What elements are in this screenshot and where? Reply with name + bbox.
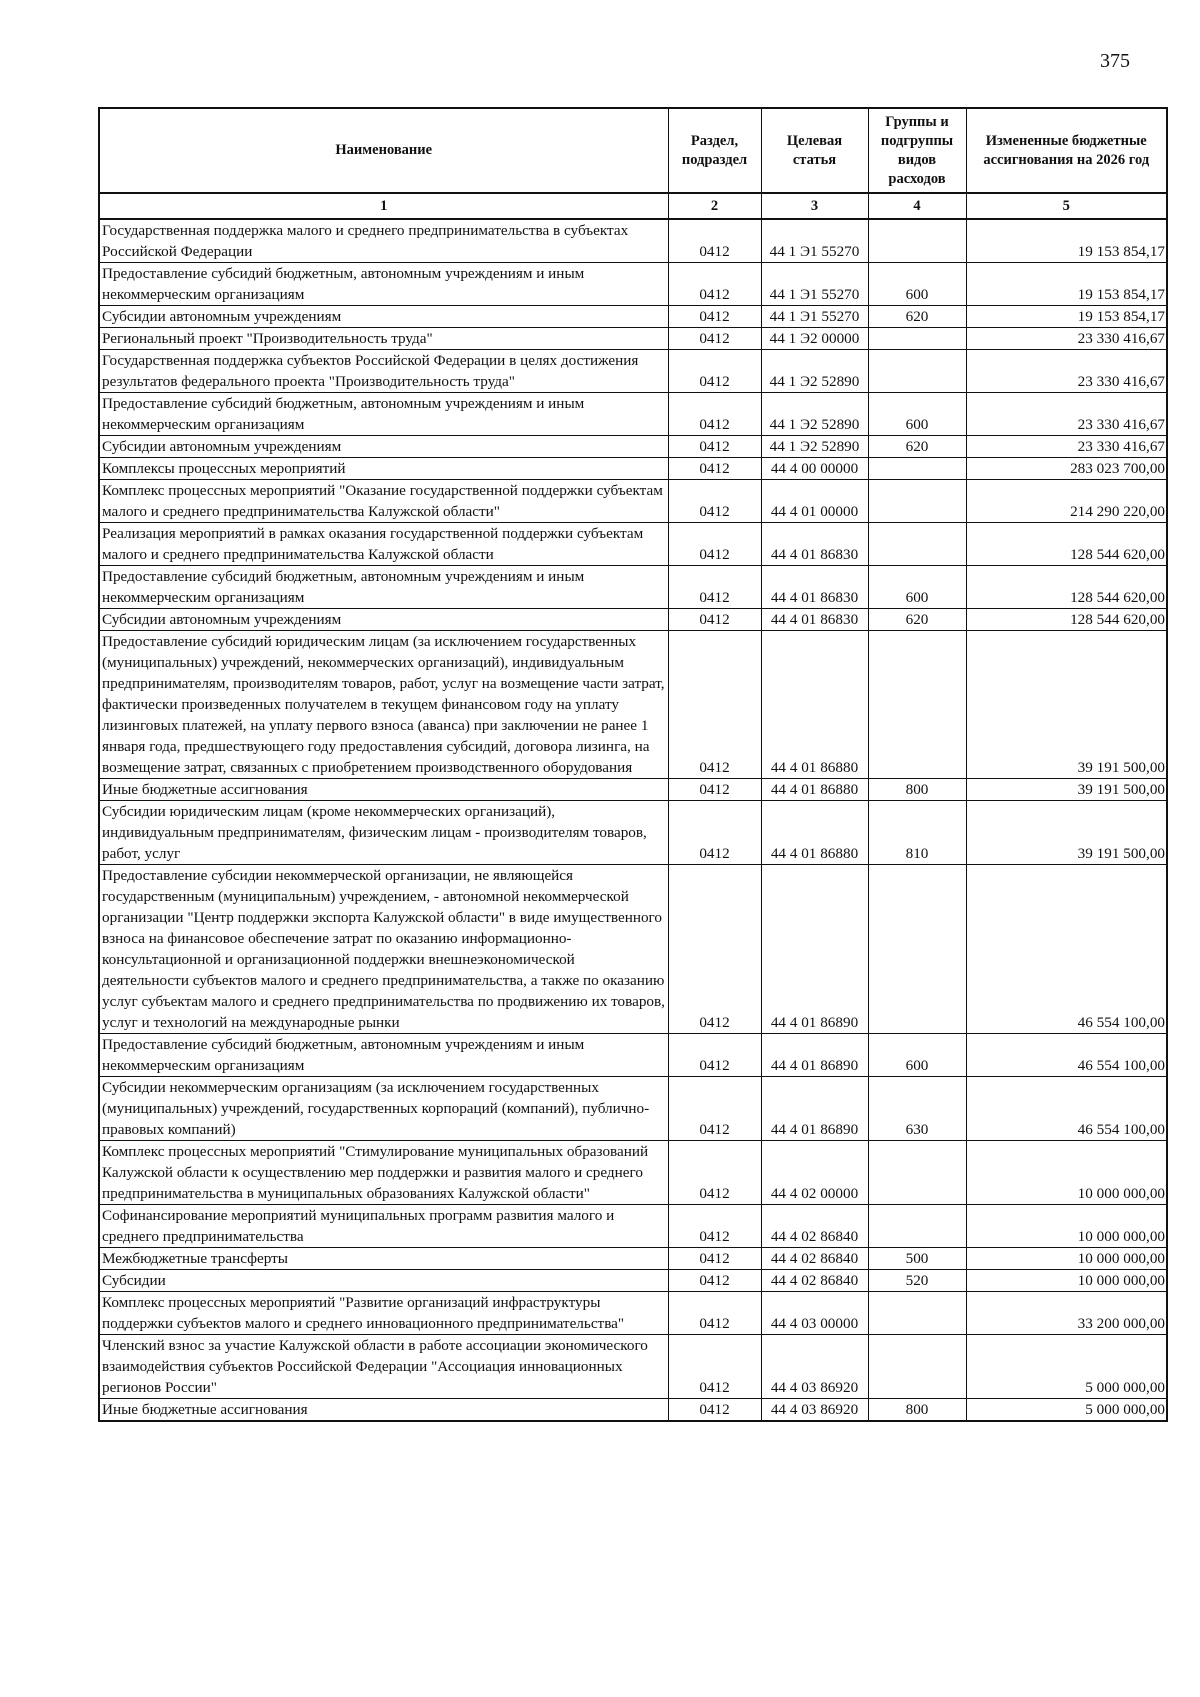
- table-row: [99, 480, 1167, 523]
- row-section: 0412: [668, 436, 761, 458]
- row-article: 44 4 01 00000: [761, 480, 868, 523]
- row-amount: 283 023 700,00: [966, 458, 1167, 480]
- page-number: 375: [1100, 50, 1130, 72]
- header-section: Раздел, подраздел: [668, 108, 761, 193]
- row-name: Предоставление субсидий бюджетным, автономным учреждениям и иным некоммерческим организациям: [99, 1034, 668, 1077]
- row-name: Комплекс процессных мероприятий "Развитие организаций инфраструктуры поддержки субъектов малого и среднего инновационного предпринимательства": [99, 1292, 668, 1335]
- row-section: 0412: [668, 219, 761, 263]
- row-section: 0412: [668, 393, 761, 436]
- row-amount: 19 153 854,17: [966, 263, 1167, 306]
- row-amount: 23 330 416,67: [966, 436, 1167, 458]
- table-row: [99, 458, 1167, 480]
- row-group: [868, 865, 966, 1034]
- row-amount: 46 554 100,00: [966, 1077, 1167, 1141]
- row-article: 44 4 02 86840: [761, 1205, 868, 1248]
- row-section: 0412: [668, 1292, 761, 1335]
- column-number: 1: [99, 193, 668, 219]
- table-row: [99, 219, 1167, 263]
- row-amount: 128 544 620,00: [966, 523, 1167, 566]
- row-article: 44 1 Э1 55270: [761, 263, 868, 306]
- row-name: Комплекс процессных мероприятий "Оказание государственной поддержки субъектам малого и среднего предпринимательства Калужской области": [99, 480, 668, 523]
- column-number: 5: [966, 193, 1167, 219]
- row-name: Субсидии: [99, 1270, 668, 1292]
- row-section: 0412: [668, 1077, 761, 1141]
- row-group: 600: [868, 566, 966, 609]
- table-row: [99, 801, 1167, 865]
- row-article: 44 4 01 86830: [761, 566, 868, 609]
- table-row: [99, 436, 1167, 458]
- row-article: 44 1 Э2 00000: [761, 328, 868, 350]
- row-group: [868, 1335, 966, 1399]
- row-section: 0412: [668, 1034, 761, 1077]
- column-number: 3: [761, 193, 868, 219]
- table-row: [99, 328, 1167, 350]
- row-name: Предоставление субсидий юридическим лицам (за исключением государственных (муниципальных) учреждений, некоммерческих организаций), индивидуальным предпринимателям, производителям товаров, работ, услуг на возмещение части затрат, фактически произведенных получателем в текущем финансовом году на уплату лизинговых платежей, на уплату первого взноса (аванса) при заключении не ранее 1 января года, предшествующего году предоставления субсидий, договора лизинга, на возмещение затрат, связанных с приобретением производственного оборудования: [99, 631, 668, 779]
- column-number: 2: [668, 193, 761, 219]
- row-group: [868, 1205, 966, 1248]
- row-article: 44 4 02 00000: [761, 1141, 868, 1205]
- row-amount: 128 544 620,00: [966, 609, 1167, 631]
- row-article: 44 1 Э1 55270: [761, 306, 868, 328]
- table-row: [99, 1205, 1167, 1248]
- row-amount: 39 191 500,00: [966, 631, 1167, 779]
- row-section: 0412: [668, 779, 761, 801]
- row-section: 0412: [668, 1399, 761, 1422]
- row-group: 620: [868, 436, 966, 458]
- row-article: 44 4 01 86880: [761, 631, 868, 779]
- row-group: [868, 631, 966, 779]
- row-name: Комплекс процессных мероприятий "Стимулирование муниципальных образований Калужской области к осуществлению мер поддержки и развития малого и среднего предпринимательства в муниципальных образованиях Калужской области": [99, 1141, 668, 1205]
- row-group: 800: [868, 779, 966, 801]
- row-amount: 5 000 000,00: [966, 1399, 1167, 1422]
- row-section: 0412: [668, 328, 761, 350]
- row-section: 0412: [668, 306, 761, 328]
- row-name: Субсидии некоммерческим организациям (за исключением государственных (муниципальных) учреждений, государственных корпораций (компаний), публично-правовых компаний): [99, 1077, 668, 1141]
- row-group: 600: [868, 1034, 966, 1077]
- row-amount: 10 000 000,00: [966, 1205, 1167, 1248]
- row-group: 630: [868, 1077, 966, 1141]
- row-amount: 23 330 416,67: [966, 393, 1167, 436]
- header-row: [99, 108, 1167, 193]
- row-amount: 39 191 500,00: [966, 779, 1167, 801]
- row-article: 44 4 01 86830: [761, 523, 868, 566]
- row-group: [868, 350, 966, 393]
- row-group: 600: [868, 393, 966, 436]
- row-group: 620: [868, 306, 966, 328]
- row-article: 44 4 00 00000: [761, 458, 868, 480]
- row-group: 620: [868, 609, 966, 631]
- row-name: Иные бюджетные ассигнования: [99, 779, 668, 801]
- table-row: [99, 631, 1167, 779]
- row-section: 0412: [668, 458, 761, 480]
- row-name: Членский взнос за участие Калужской области в работе ассоциации экономического взаимодействия субъектов Российской Федерации "Ассоциация инновационных регионов России": [99, 1335, 668, 1399]
- row-group: 800: [868, 1399, 966, 1422]
- row-section: 0412: [668, 1248, 761, 1270]
- row-group: [868, 1292, 966, 1335]
- row-article: 44 4 01 86890: [761, 1077, 868, 1141]
- row-amount: 10 000 000,00: [966, 1270, 1167, 1292]
- row-group: 810: [868, 801, 966, 865]
- row-name: Софинансирование мероприятий муниципальных программ развития малого и среднего предпринимательства: [99, 1205, 668, 1248]
- row-name: Предоставление субсидии некоммерческой организации, не являющейся государственным (муниципальным) учреждением, - автономной некоммерческой организации "Центр поддержки экспорта Калужской области" в виде имущественного взноса на финансовое обеспечение затрат по оказанию информационно-консультационной и организационной поддержки внешнеэкономической деятельности субъектов малого и среднего предпринимательства, а также по оказанию услуг субъектам малого и среднего предпринимательства по продвижению их товаров, услуг и технологий на международные рынки: [99, 865, 668, 1034]
- row-section: 0412: [668, 609, 761, 631]
- row-amount: 10 000 000,00: [966, 1248, 1167, 1270]
- row-amount: 19 153 854,17: [966, 306, 1167, 328]
- table-row: [99, 1292, 1167, 1335]
- row-group: 520: [868, 1270, 966, 1292]
- row-name: Предоставление субсидий бюджетным, автономным учреждениям и иным некоммерческим организациям: [99, 393, 668, 436]
- table-body: [99, 219, 1167, 1421]
- row-section: 0412: [668, 631, 761, 779]
- header-name: Наименование: [99, 108, 668, 193]
- table-row: [99, 350, 1167, 393]
- row-name: Государственная поддержка малого и среднего предпринимательства в субъектах Российской Федерации: [99, 219, 668, 263]
- table-row: [99, 865, 1167, 1034]
- row-section: 0412: [668, 480, 761, 523]
- row-group: 600: [868, 263, 966, 306]
- row-article: 44 1 Э2 52890: [761, 436, 868, 458]
- row-group: [868, 458, 966, 480]
- row-article: 44 4 01 86880: [761, 801, 868, 865]
- row-section: 0412: [668, 1270, 761, 1292]
- table-row: [99, 779, 1167, 801]
- row-name: Субсидии автономным учреждениям: [99, 436, 668, 458]
- row-amount: 19 153 854,17: [966, 219, 1167, 263]
- row-article: 44 4 01 86830: [761, 609, 868, 631]
- row-article: 44 4 03 86920: [761, 1335, 868, 1399]
- row-amount: 46 554 100,00: [966, 1034, 1167, 1077]
- row-name: Предоставление субсидий бюджетным, автономным учреждениям и иным некоммерческим организациям: [99, 566, 668, 609]
- row-article: 44 1 Э2 52890: [761, 393, 868, 436]
- table-header: [99, 108, 1167, 219]
- row-name: Межбюджетные трансферты: [99, 1248, 668, 1270]
- table-row: [99, 1270, 1167, 1292]
- row-group: [868, 480, 966, 523]
- table-row: [99, 1077, 1167, 1141]
- row-amount: 46 554 100,00: [966, 865, 1167, 1034]
- row-article: 44 4 01 86890: [761, 865, 868, 1034]
- row-name: Государственная поддержка субъектов Российской Федерации в целях достижения результатов федерального проекта "Производительность труда": [99, 350, 668, 393]
- row-section: 0412: [668, 523, 761, 566]
- row-article: 44 1 Э1 55270: [761, 219, 868, 263]
- table-row: [99, 1335, 1167, 1399]
- row-name: Субсидии автономным учреждениям: [99, 609, 668, 631]
- row-amount: 23 330 416,67: [966, 350, 1167, 393]
- table-row: [99, 523, 1167, 566]
- table-row: [99, 1034, 1167, 1077]
- row-name: Региональный проект "Производительность труда": [99, 328, 668, 350]
- row-article: 44 4 02 86840: [761, 1270, 868, 1292]
- row-group: [868, 219, 966, 263]
- row-section: 0412: [668, 865, 761, 1034]
- row-group: [868, 328, 966, 350]
- header-article: Целевая статья: [761, 108, 868, 193]
- row-article: 44 4 03 00000: [761, 1292, 868, 1335]
- row-name: Комплексы процессных мероприятий: [99, 458, 668, 480]
- row-section: 0412: [668, 801, 761, 865]
- row-section: 0412: [668, 263, 761, 306]
- row-name: Субсидии автономным учреждениям: [99, 306, 668, 328]
- row-section: 0412: [668, 1141, 761, 1205]
- column-number: 4: [868, 193, 966, 219]
- table-row: [99, 609, 1167, 631]
- table-row: [99, 1248, 1167, 1270]
- row-section: 0412: [668, 566, 761, 609]
- row-article: 44 1 Э2 52890: [761, 350, 868, 393]
- row-name: Иные бюджетные ассигнования: [99, 1399, 668, 1422]
- row-group: 500: [868, 1248, 966, 1270]
- table-row: [99, 263, 1167, 306]
- row-amount: 33 200 000,00: [966, 1292, 1167, 1335]
- row-group: [868, 523, 966, 566]
- table-row: [99, 1141, 1167, 1205]
- row-section: 0412: [668, 1335, 761, 1399]
- row-article: 44 4 03 86920: [761, 1399, 868, 1422]
- row-amount: 5 000 000,00: [966, 1335, 1167, 1399]
- budget-table: [98, 107, 1168, 1422]
- row-section: 0412: [668, 1205, 761, 1248]
- row-article: 44 4 01 86890: [761, 1034, 868, 1077]
- header-amount: Измененные бюджетные ассигнования на 2026 год: [966, 108, 1167, 193]
- header-groups: Группы и подгруппы видов расходов: [868, 108, 966, 193]
- row-name: Предоставление субсидий бюджетным, автономным учреждениям и иным некоммерческим организациям: [99, 263, 668, 306]
- row-amount: 39 191 500,00: [966, 801, 1167, 865]
- row-article: 44 4 02 86840: [761, 1248, 868, 1270]
- row-article: 44 4 01 86880: [761, 779, 868, 801]
- table-row: [99, 1399, 1167, 1422]
- row-amount: 128 544 620,00: [966, 566, 1167, 609]
- column-number-row: [99, 193, 1167, 219]
- row-amount: 23 330 416,67: [966, 328, 1167, 350]
- table-row: [99, 306, 1167, 328]
- table-row: [99, 393, 1167, 436]
- row-amount: 10 000 000,00: [966, 1141, 1167, 1205]
- row-amount: 214 290 220,00: [966, 480, 1167, 523]
- row-name: Реализация мероприятий в рамках оказания государственной поддержки субъектам малого и среднего предпринимательства Калужской области: [99, 523, 668, 566]
- row-group: [868, 1141, 966, 1205]
- row-name: Субсидии юридическим лицам (кроме некоммерческих организаций), индивидуальным предпринимателям, физическим лицам - производителям товаров, работ, услуг: [99, 801, 668, 865]
- table-row: [99, 566, 1167, 609]
- row-section: 0412: [668, 350, 761, 393]
